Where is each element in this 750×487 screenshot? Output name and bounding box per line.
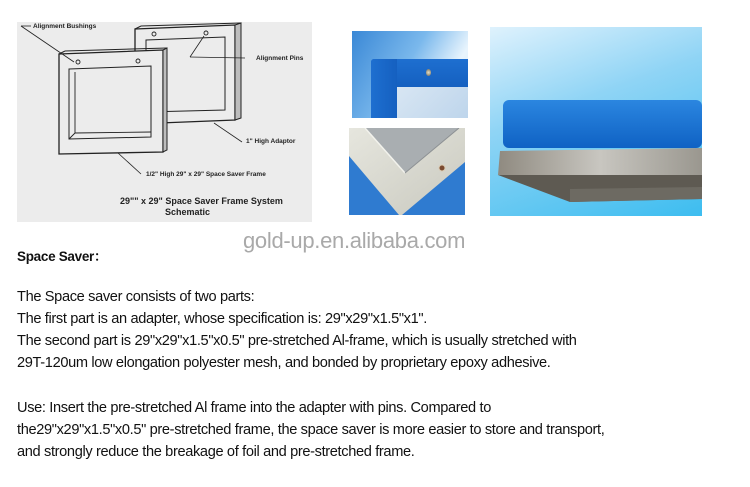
paragraph-1-line-2: The first part is an adapter, whose specification is: 29"x29"x1.5"x1".: [17, 311, 427, 327]
adaptor-label: 1" High Adaptor: [246, 138, 296, 145]
paragraph-2-line-3: and strongly reduce the breakage of foil and pre-stretched frame.: [17, 444, 415, 460]
schematic-caption: 29"" x 29" Space Saver Frame System: [120, 196, 283, 206]
paragraph-2-line-2: the29"x29"x1.5"x0.5" pre-stretched frame, the space saver is more easier to store and transport,: [17, 422, 605, 438]
photo-adapter-corner: [352, 31, 468, 118]
schematic-diagram: [17, 22, 312, 222]
side-view-drawing: [490, 27, 702, 216]
alignment-pins-label: Alignment Pins: [256, 55, 304, 62]
frame-system-drawing: [17, 22, 312, 222]
photo-al-frame-corner: [349, 128, 465, 215]
space-saver-frame-label: 1/2" High 29" x 29" Space Saver Frame: [146, 171, 266, 178]
al-frame-corner-drawing: [349, 128, 465, 215]
schematic-caption-sub: Schematic: [165, 207, 211, 217]
adapter-frame-left: [371, 59, 397, 118]
paragraph-2-line-1: Use: Insert the pre-stretched Al frame into the adapter with pins. Compared to: [17, 400, 492, 416]
section-heading: Space Saver：: [17, 249, 108, 264]
adapter-inner-opening: [397, 87, 468, 118]
paragraph-1-line-4: 29T-120um low elongation polyester mesh, and bonded by proprietary epoxy adhesive.: [17, 355, 551, 371]
photo-side-view: [490, 27, 702, 216]
paragraph-1-line-1: The Space saver consists of two parts:: [17, 289, 255, 305]
alignment-bushings-label: Alignment Bushings: [33, 23, 97, 30]
paragraph-1-line-3: The second part is 29"x29"x1.5"x0.5" pre-stretched Al-frame, which is usually stretched with: [17, 333, 577, 349]
watermark: gold-up.en.alibaba.com: [243, 228, 466, 253]
alignment-pin: [426, 69, 431, 76]
